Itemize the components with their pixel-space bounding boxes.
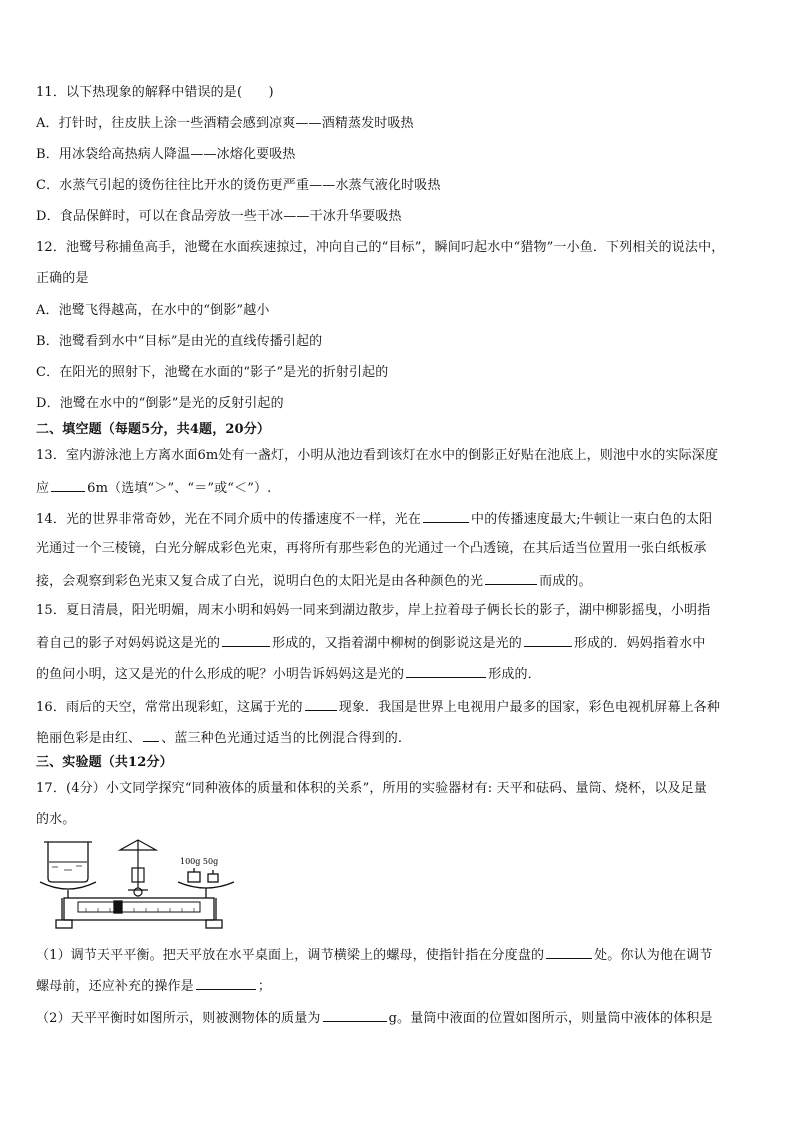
left-pan [40,882,96,898]
q15-line1: 15．夏日清晨，阳光明媚，周末小明和妈妈一同来到湖边散步，岸上拉着母子俩长长的影子，湖中柳影摇曳，小明指 [36,603,711,618]
q11-option-c: C．水蒸气引起的烫伤往往比开水的烫伤更严重——水蒸气液化时吸热 [36,178,441,193]
q13-text-a: 应 [36,481,50,496]
q16-text-a: 16．雨后的天空，常常出现彩虹，这属于光的 [36,700,303,715]
q15-text-b: 形成的，又指着湖中柳树的倒影说这是光的 [272,636,522,651]
right-pan [178,868,234,898]
q11-stem: 11．以下热现象的解释中错误的是( ) [36,85,274,100]
weight-100g [188,872,200,882]
q17-p1-text-c: 螺母前，还应补充的操作是 [36,979,194,994]
q13-text-b: 6m（选填“＞”、“＝”或“＜”）. [87,481,272,496]
q17-part1-line2 [36,976,758,996]
q12-stem-line1: 12．池鹭号称捕鱼高手，池鹭在水面疾速掠过，冲向自己的“目标”，瞬间叼起水中“猎物”一小鱼．下列相关的说法中， [36,240,725,255]
weights-label: 100g 50g [180,857,219,866]
q13-line2 [36,478,758,498]
q17-p2-text-b: g。量筒中液面的位置如图所示，则量筒中液体的体积是 [388,1011,713,1026]
q15-line3 [36,664,758,684]
q17-p1-text-a: （1）调节天平平衡。把天平放在水平桌面上，调节横梁上的螺母，使指针指在分度盘的 [36,948,545,963]
q16-text-d: 、蓝三种色光通过适当的比例混合得到的. [161,731,403,746]
q15-answer-blank-1[interactable] [222,633,270,647]
q12-option-b: B．池鹭看到水中“目标”是由光的直线传播引起的 [36,334,323,349]
q14-text-b: 中的传播速度最大;牛顿让一束白色的太阳 [471,512,713,527]
q17-part2-line1 [36,1008,758,1028]
q13-answer-blank[interactable] [51,478,85,492]
q17-p2-text-a: （2）天平平衡时如图所示，则被测物体的质量为 [36,1011,321,1026]
q16-line2 [36,728,758,748]
q14-text-c: 接，会观察到彩色光束又复合成了白光，说明白色的太阳光是由各种颜色的光 [36,574,484,589]
q15-answer-blank-3[interactable] [406,664,486,678]
q15-text-d: 的鱼问小明，这又是光的什么形成的呢？小明告诉妈妈这是光的 [36,667,405,682]
q16-line1 [36,697,758,717]
q14-line3 [36,571,758,591]
q14-answer-blank-2[interactable] [485,571,537,585]
q17-p1-text-d: ； [257,979,271,994]
q15-answer-blank-2[interactable] [524,633,572,647]
q17-answer-blank-3[interactable] [323,1008,387,1022]
q17-line2: 的水。 [36,812,76,827]
q14-line1 [36,509,758,529]
q12-option-c: C．在阳光的照射下，池鹭在水面的“影子”是光的折射引起的 [36,365,389,380]
q12-option-a: A．池鹭飞得越高，在水中的“倒影”越小 [36,303,270,318]
q14-text-d: 而成的。 [539,574,592,589]
balance-beaker-figure [38,838,244,934]
q15-text-a: 着自己的影子对妈妈说这是光的 [36,636,221,651]
q11-option-d: D．食品保鲜时，可以在食品旁放一些干冰——干冰升华要吸热 [36,209,402,224]
q16-text-c: 艳丽色彩是由红、 [36,731,142,746]
q17-answer-blank-1[interactable] [546,945,592,959]
q15-text-e: 形成的． [488,667,541,682]
q11-option-b: B．用冰袋给高热病人降温——冰熔化要吸热 [36,147,296,162]
section-fill-in-heading: 二、填空题（每题5分，共4题，20分） [36,422,271,437]
q12-stem-line2: 正确的是 [36,271,89,286]
q16-answer-blank-1[interactable] [305,697,337,711]
q15-line2 [36,633,758,653]
q17-line1: 17．(4分）小文同学探究“同种液体的质量和体积的关系”，所用的实验器材有: 天平和砝码、量筒、烧杯，以及足量 [36,781,707,796]
q14-text-a: 14．光的世界非常奇妙，光在不同介质中的传播速度不一样，光在 [36,512,422,527]
section-experiment-heading: 三、实验题（共12分） [36,755,173,770]
beam-scale-ticks [86,908,194,912]
q16-text-b: 现象．我国是世界上电视用户最多的国家，彩色电视机屏幕上各种 [338,700,721,715]
q17-part1-line1 [36,945,758,965]
q11-option-a: A．打针时，往皮肤上涂一些酒精会感到凉爽——酒精蒸发时吸热 [36,116,414,131]
q16-answer-blank-2[interactable] [143,728,159,742]
q13-line1: 13．室内游泳池上方离水面6m处有一盏灯，小明从池边看到该灯在水中的倒影正好贴在池底上，则池中水的实际深度 [36,448,719,463]
balance-base [56,898,222,928]
beaker-illustration [44,842,92,882]
q17-answer-blank-2[interactable] [196,976,256,990]
pointer-dial [120,840,156,896]
q14-line2: 光通过一个三棱镜，白光分解成彩色光束，再将所有那些彩色的光通过一个凸透镜，在其后适当位置用一张白纸板承 [36,541,707,556]
q15-text-c: 形成的．妈妈指着水中 [573,636,706,651]
q14-answer-blank-1[interactable] [423,509,469,523]
q12-option-d: D．池鹭在水中的“倒影”是光的反射引起的 [36,396,284,411]
weight-50g [208,874,218,882]
q17-p1-text-b: 处。你认为他在调节 [594,948,713,963]
